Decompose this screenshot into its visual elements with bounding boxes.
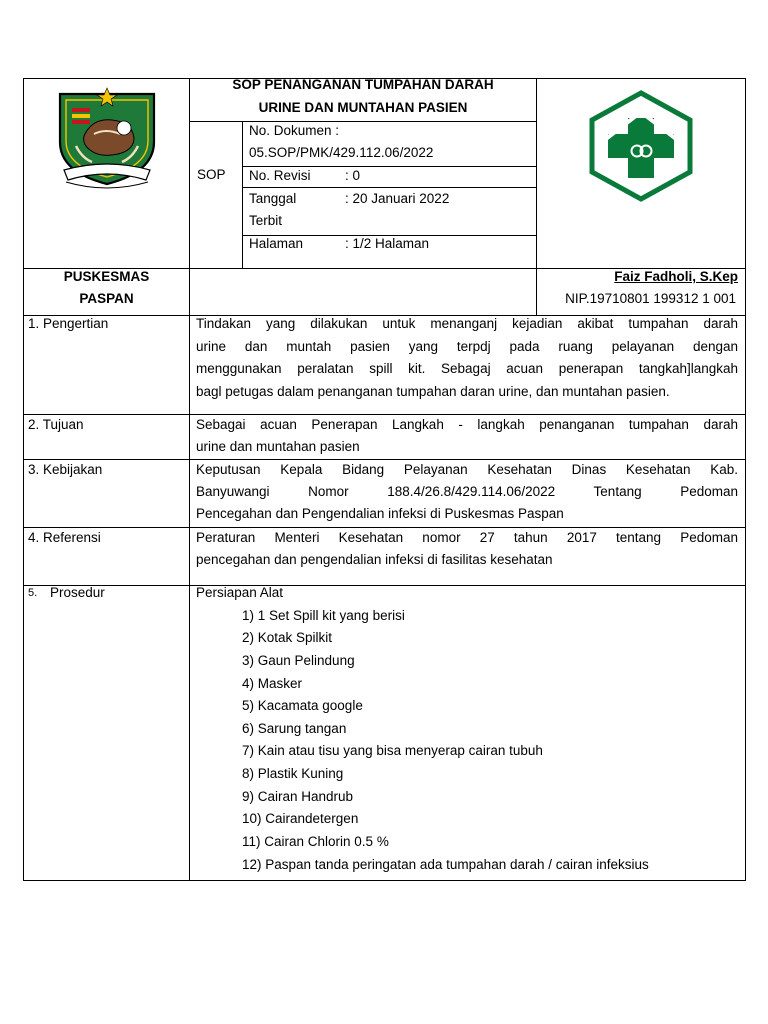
- page-label: Halaman: [249, 236, 304, 251]
- page-value: : 1/2 Halaman: [345, 236, 430, 251]
- list-item: 3) Gaun Pelindung: [242, 653, 355, 668]
- list-item: 8) Plastik Kuning: [242, 766, 344, 781]
- org-name-line1: PUSKESMAS: [63, 269, 150, 284]
- list-item: 6) Sarung tangan: [242, 721, 347, 736]
- issue-date-label: Tanggal: [249, 191, 297, 206]
- revision-value: : 0: [345, 168, 361, 183]
- sop-title-line1: SOP PENANGANAN TUMPAHAN DARAH: [232, 77, 494, 92]
- list-item: 10) Cairandetergen: [242, 811, 359, 826]
- section-number: 5.: [28, 587, 38, 599]
- text-line: urine dan muntahan pasien: [196, 439, 360, 454]
- list-item: 4) Masker: [242, 676, 303, 691]
- section-label-kebijakan: 3. Kebijakan: [28, 462, 103, 477]
- banyuwangi-crest-logo: [54, 84, 160, 196]
- revision-label: No. Revisi: [249, 168, 311, 183]
- sop-label: SOP: [197, 167, 226, 182]
- signer-name: Faiz Fadholi, S.Kep: [614, 269, 738, 284]
- issue-date-value: : 20 Januari 2022: [345, 191, 450, 206]
- list-item: 5) Kacamata google: [242, 698, 363, 713]
- text-line: Tindakan yang dilakukan untuk menanganj kejadian akibat tumpahan darah: [196, 316, 738, 331]
- list-item: 11) Cairan Chlorin 0.5 %: [242, 834, 389, 849]
- text-line: urine dan muntah pasien yang terpdj pada ruang pelayanan dengan: [196, 339, 738, 354]
- prosedur-heading: Persiapan Alat: [196, 585, 284, 600]
- text-line: Peraturan Menteri Kesehatan nomor 27 tahun 2017 tentang Pedoman: [196, 530, 738, 545]
- text-line: menggunakan peralatan spill kit. Sebagaj acuan penerapan tangkah]langkah: [196, 361, 738, 376]
- text-line: Keputusan Kepala Bidang Pelayanan Kesehatan Dinas Kesehatan Kab.: [196, 462, 738, 477]
- text-line: Banyuwangi Nomor 188.4/26.8/429.114.06/2022 Tentang Pedoman: [196, 484, 738, 499]
- section-label-referensi: 4. Referensi: [28, 530, 101, 545]
- list-item: 1) 1 Set Spill kit yang berisi: [242, 608, 405, 623]
- text-line: Pencegahan dan Pengendalian infeksi di Puskesmas Paspan: [196, 506, 564, 521]
- puskesmas-logo: [586, 90, 696, 202]
- text-line: bagl petugas dalam penanganan tumpahan daran urine, dan muntahan pasien.: [196, 384, 670, 399]
- section-label-pengertian: 1. Pengertian: [28, 316, 109, 331]
- list-item: 2) Kotak Spilkit: [242, 630, 333, 645]
- doc-number-label: No. Dokumen :: [249, 123, 340, 138]
- signer-nip: NIP.19710801 199312 1 001: [565, 291, 736, 306]
- list-item: 12) Paspan tanda peringatan ada tumpahan darah / cairan infeksius: [242, 857, 649, 872]
- sop-title-line2: URINE DAN MUNTAHAN PASIEN: [258, 100, 468, 115]
- issue-date-label2: Terbit: [249, 213, 283, 228]
- section-label-tujuan: 2. Tujuan: [28, 417, 84, 432]
- org-name-line2: PASPAN: [79, 291, 134, 306]
- list-item: 9) Cairan Handrub: [242, 789, 354, 804]
- doc-number-value: 05.SOP/PMK/429.112.06/2022: [249, 145, 434, 160]
- section-title: Prosedur: [50, 585, 105, 600]
- text-line: Sebagai acuan Penerapan Langkah - langkah penanganan tumpahan darah: [196, 417, 738, 432]
- list-item: 7) Kain atau tisu yang bisa menyerap cairan tubuh: [242, 743, 543, 758]
- text-line: pencegahan dan pengendalian infeksi di fasilitas kesehatan: [196, 552, 553, 567]
